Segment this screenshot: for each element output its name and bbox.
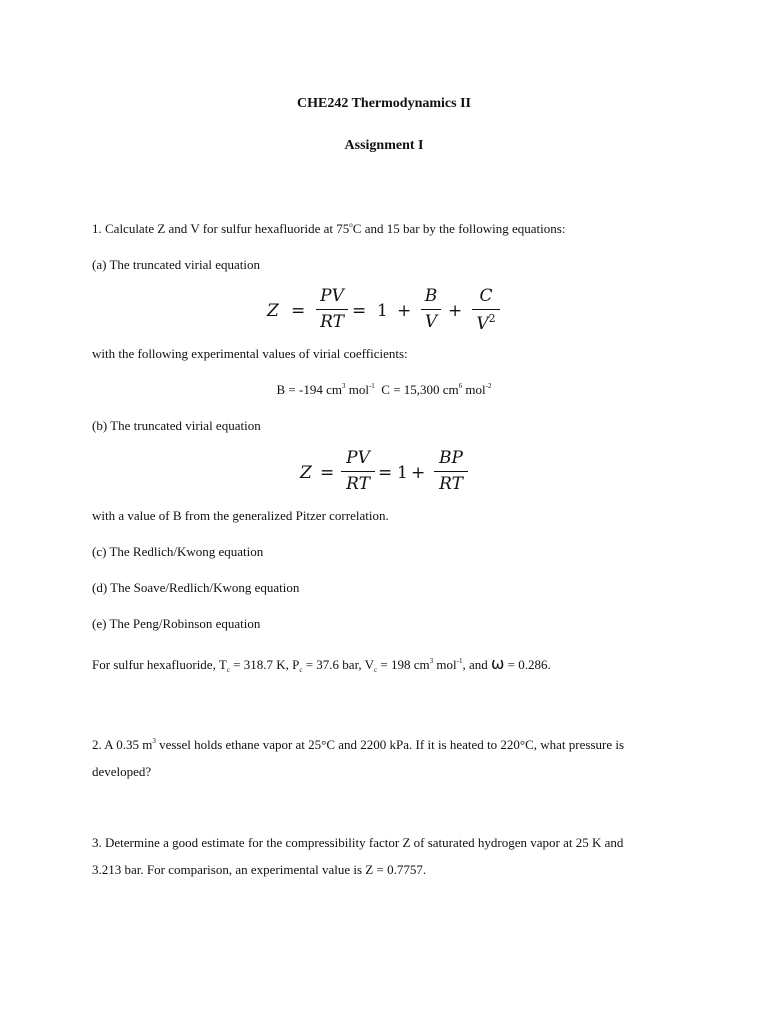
question-3-line-2: 3.213 bar. For comparison, an experimental value is Z = 0.7757. bbox=[92, 862, 427, 877]
pitzer-note: with a value of B from the generalized Pitzer correlation. bbox=[92, 508, 389, 523]
eq2-z: Z bbox=[300, 463, 312, 483]
eq1-equals: = bbox=[291, 301, 306, 321]
eq1-b: B bbox=[424, 286, 438, 306]
props-text-1: For sulfur hexafluoride, T bbox=[92, 657, 227, 672]
question-3-line-1: 3. Determine a good estimate for the compressibility factor Z of saturated hydrogen vapor at 25 K and bbox=[92, 835, 624, 850]
vc-exponent: 3 bbox=[429, 657, 434, 665]
part-d-label: (d) The Soave/Redlich/Kwong equation bbox=[92, 580, 300, 595]
coefficient-b-exp-mol: -1 bbox=[368, 382, 375, 390]
degree-mark: o bbox=[349, 221, 353, 229]
eq1-equals-2: = bbox=[352, 301, 367, 321]
coefficient-c bbox=[381, 382, 491, 397]
eq1-fraction-c-v2 bbox=[472, 286, 500, 334]
vc-mol-exponent: -1 bbox=[456, 657, 463, 665]
eq1-z: Z bbox=[267, 301, 279, 321]
question-2-line-1 bbox=[92, 737, 624, 753]
eq1-pv: PV bbox=[320, 286, 344, 306]
question-1-text-a: 1. Calculate Z and V for sulfur hexafluoride at 75 bbox=[92, 221, 350, 236]
coefficient-c-exp-cm: 6 bbox=[458, 382, 463, 390]
eq2-fraction-bar-2 bbox=[434, 471, 468, 472]
props-text-4: = 198 cm bbox=[377, 657, 430, 672]
props-text-3: = 37.6 bar, V bbox=[302, 657, 375, 672]
coefficient-b bbox=[276, 382, 374, 397]
eq2-fraction-bp-rt bbox=[434, 448, 468, 494]
eq1-v-squared-base: V bbox=[476, 314, 489, 334]
part-b-label: (b) The truncated virial equation bbox=[92, 418, 261, 433]
eq2-plus: + bbox=[411, 463, 426, 483]
question-2-text-b: vessel holds ethane vapor at 25°C and 2200 kPa. If it is heated to 220°C, what pressure is bbox=[155, 737, 625, 752]
props-text-7: = 0.286. bbox=[504, 657, 551, 672]
eq1-square-exponent: 2 bbox=[488, 312, 496, 325]
eq2-fraction-bar bbox=[341, 471, 375, 472]
props-text-2: = 318.7 K, P bbox=[229, 657, 300, 672]
pc-subscript: c bbox=[299, 666, 303, 674]
eq1-c: C bbox=[479, 286, 493, 306]
coefficient-b-exp-cm: 3 bbox=[341, 382, 346, 390]
virial-coefficient-values bbox=[0, 382, 768, 398]
eq1-fraction-bar-2 bbox=[421, 309, 441, 310]
eq1-fraction-bar bbox=[316, 309, 348, 310]
part-e-label: (e) The Peng/Robinson equation bbox=[92, 616, 261, 631]
props-text-5: mol bbox=[433, 657, 457, 672]
eq2-fraction-pv-rt bbox=[341, 448, 375, 494]
eq2-equals: = bbox=[320, 463, 335, 483]
sf6-properties bbox=[92, 656, 551, 673]
coefficient-c-exp-mol: -2 bbox=[485, 382, 492, 390]
props-text-6: , and bbox=[462, 657, 491, 672]
eq2-rt-2: RT bbox=[439, 474, 463, 494]
eq1-one: 1 bbox=[377, 301, 388, 321]
eq2-rt: RT bbox=[346, 474, 370, 494]
assignment-title: Assignment I bbox=[344, 138, 424, 153]
question-1-text-b: C and 15 bar by the following equations: bbox=[352, 221, 566, 236]
eq2-pv: PV bbox=[346, 448, 370, 468]
tc-subscript: c bbox=[226, 666, 230, 674]
virial-values-intro: with the following experimental values of virial coefficients: bbox=[92, 346, 408, 361]
eq2-equals-2: = bbox=[378, 463, 393, 483]
part-c-label: (c) The Redlich/Kwong equation bbox=[92, 544, 264, 559]
coefficient-c-text: C = 15,300 cm bbox=[381, 382, 459, 397]
eq1-plus: + bbox=[397, 301, 412, 321]
eq1-fraction-b-v bbox=[421, 286, 441, 332]
eq2-one: 1 bbox=[397, 463, 408, 483]
vc-subscript: c bbox=[374, 666, 378, 674]
coefficient-b-mol: mol bbox=[345, 382, 369, 397]
omega-symbol: ω bbox=[490, 654, 505, 673]
eq1-plus-2: + bbox=[448, 301, 463, 321]
part-a-label: (a) The truncated virial equation bbox=[92, 257, 260, 272]
cubic-meter-exponent: 3 bbox=[152, 737, 156, 745]
question-2-text-a: 2. A 0.35 m bbox=[92, 737, 153, 752]
question-1-prompt bbox=[92, 221, 565, 237]
question-2-line-2: developed? bbox=[92, 764, 152, 779]
eq1-fraction-pv-rt bbox=[316, 286, 348, 332]
coefficient-c-mol: mol bbox=[462, 382, 486, 397]
eq2-bp: BP bbox=[439, 448, 463, 468]
eq1-rt: RT bbox=[320, 312, 344, 332]
eq1-fraction-bar-3 bbox=[472, 309, 500, 310]
coefficient-b-text: B = -194 cm bbox=[276, 382, 342, 397]
course-title: CHE242 Thermodynamics II bbox=[297, 96, 471, 111]
eq1-v: V bbox=[424, 312, 438, 332]
